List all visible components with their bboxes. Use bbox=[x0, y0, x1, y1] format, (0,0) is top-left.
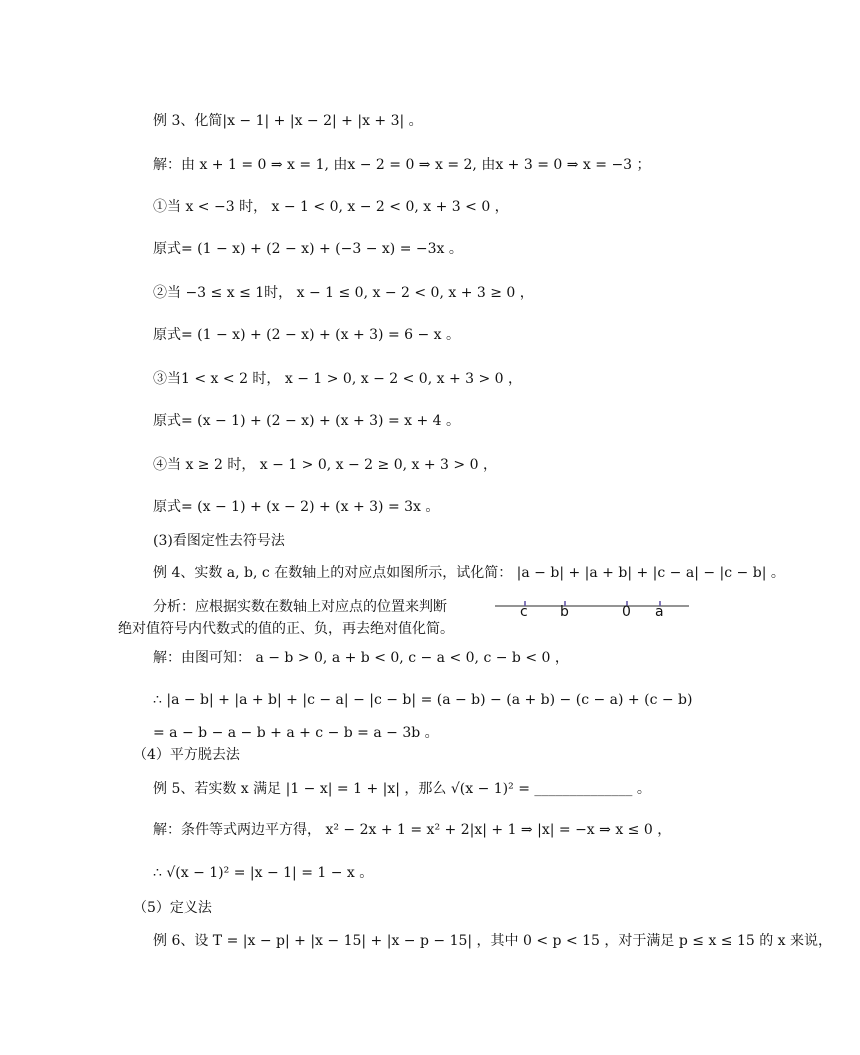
case-2-result: 原式= (1 − x) + (2 − x) + (x + 3) = 6 − x 。 bbox=[153, 327, 461, 343]
case-1-condition: ①当 x < −3 时， x − 1 < 0, x − 2 < 0, x + 3 < 0 ， bbox=[153, 199, 509, 215]
section-4-heading: （4）平方脱去法 bbox=[133, 747, 240, 763]
example-4-solution: 解：由图可知： a − b > 0, a + b < 0, c − a < 0, c − b < 0 ， bbox=[153, 650, 569, 666]
case-1-result: 原式= (1 − x) + (2 − x) + (−3 − x) = −3x 。 bbox=[153, 241, 463, 257]
case-4-condition: ④当 x ≥ 2 时， x − 1 > 0, x − 2 ≥ 0, x + 3 > 0 ， bbox=[153, 457, 497, 473]
section-5-heading: （5）定义法 bbox=[133, 900, 212, 916]
case-4-result: 原式= (x − 1) + (x − 2) + (x + 3) = 3x 。 bbox=[153, 499, 440, 515]
example-5-result: ∴ √(x − 1)² = |x − 1| = 1 − x 。 bbox=[153, 865, 374, 881]
example-3-title: 例 3、化简|x − 1| + |x − 2| + |x + 3| 。 bbox=[153, 113, 423, 129]
label-b: b bbox=[560, 604, 569, 620]
case-2-condition: ②当 −3 ≤ x ≤ 1时， x − 1 ≤ 0, x − 2 < 0, x + 3 ≥ 0 ， bbox=[153, 285, 534, 301]
analysis-line-2: 绝对值符号内代数式的值的正、负，再去绝对值化简。 bbox=[118, 621, 454, 637]
example-4-title: 例 4、实数 a, b, c 在数轴上的对应点如图所示，试化简： |a − b| + |a + b| + |c − a| − |c − b| 。 bbox=[153, 565, 785, 581]
example-4-result: = a − b − a − b + a + c − b = a − 3b 。 bbox=[153, 725, 439, 741]
example-4-derivation: ∴ |a − b| + |a + b| + |c − a| − |c − b| = (a − b) − (a + b) − (c − a) + (c − b) bbox=[153, 692, 693, 708]
label-a: a bbox=[655, 604, 664, 620]
example-6-title: 例 6、设 T = |x − p| + |x − 15| + |x − p − 15| ，其中 0 < p < 15 ，对于满足 p ≤ x ≤ 15 的 x 来说， bbox=[153, 933, 833, 949]
number-line-figure bbox=[493, 598, 693, 628]
label-c: c bbox=[520, 604, 528, 620]
example-5-title: 例 5、若实数 x 满足 |1 − x| = 1 + |x| ，那么 √(x − 1)² = ______________ 。 bbox=[153, 781, 651, 797]
section-3-heading: (3)看图定性去符号法 bbox=[153, 533, 285, 549]
example-5-solution: 解：条件等式两边平方得， x² − 2x + 1 = x² + 2|x| + 1 ⇒ |x| = −x ⇒ x ≤ 0 ， bbox=[153, 822, 672, 838]
example-3-solution-intro: 解：由 x + 1 = 0 ⇒ x = 1, 由x − 2 = 0 ⇒ x = 2, 由x + 3 = 0 ⇒ x = −3 ； bbox=[153, 157, 651, 173]
case-3-result: 原式= (x − 1) + (2 − x) + (x + 3) = x + 4 。 bbox=[153, 413, 461, 429]
label-zero: 0 bbox=[622, 604, 631, 620]
case-3-condition: ③当1 < x < 2 时， x − 1 > 0, x − 2 < 0, x + 3 > 0 ， bbox=[153, 371, 523, 387]
analysis-line-1: 分析：应根据实数在数轴上对应点的位置来判断 bbox=[153, 599, 447, 615]
